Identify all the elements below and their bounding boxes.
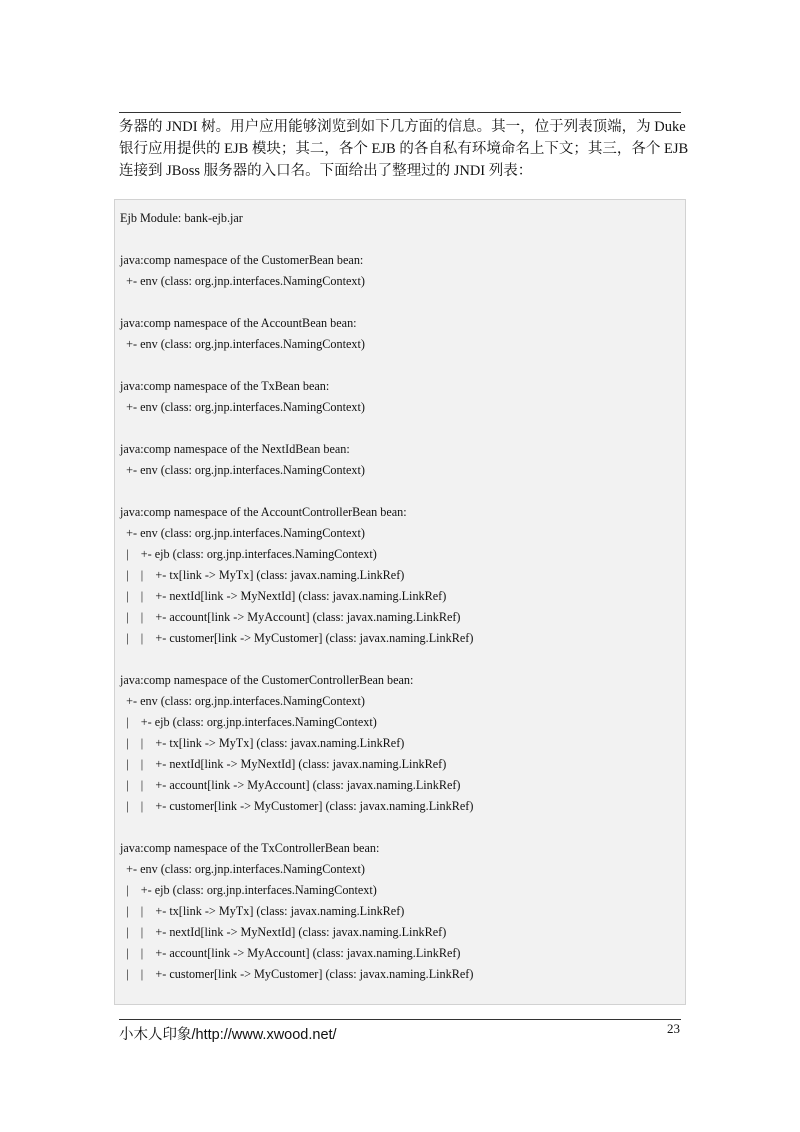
page-number: 23 (667, 1021, 680, 1036)
code-line: | | +- nextId[link -> MyNextId] (class: javax.naming.LinkRef) (120, 589, 447, 603)
code-line (120, 481, 473, 502)
code-line (120, 229, 473, 250)
code-line: +- env (class: org.jnp.interfaces.NamingContext) (120, 694, 365, 708)
jndi-listing (120, 208, 473, 985)
jndi-listing-box (114, 199, 686, 1005)
footer-rule (119, 1019, 681, 1020)
code-line: Ejb Module: bank-ejb.jar (120, 211, 243, 225)
code-line: java:comp namespace of the CustomerControllerBean bean: (120, 673, 414, 687)
code-line: +- env (class: org.jnp.interfaces.NamingContext) (120, 274, 365, 288)
code-line: java:comp namespace of the NextIdBean bean: (120, 442, 350, 456)
header-rule (119, 112, 681, 113)
code-line (120, 649, 473, 670)
footer-source: 小木人印象/http://www.xwood.net/ (119, 1027, 337, 1043)
code-line: | | +- account[link -> MyAccount] (class: javax.naming.LinkRef) (120, 778, 461, 792)
intro-paragraph (119, 116, 689, 182)
code-line: java:comp namespace of the TxControllerBean bean: (120, 841, 380, 855)
code-line: | | +- customer[link -> MyCustomer] (class: javax.naming.LinkRef) (120, 631, 474, 645)
code-line: +- env (class: org.jnp.interfaces.NamingContext) (120, 463, 365, 477)
intro-line: 银行应用提供的 EJB 模块；其二，各个 EJB 的各自私有环境命名上下文；其三，各个 EJB (119, 141, 689, 157)
code-line: +- env (class: org.jnp.interfaces.NamingContext) (120, 337, 365, 351)
code-line (120, 418, 473, 439)
code-line: | | +- tx[link -> MyTx] (class: javax.naming.LinkRef) (120, 736, 405, 750)
code-line: java:comp namespace of the AccountControllerBean bean: (120, 505, 407, 519)
code-line: java:comp namespace of the CustomerBean bean: (120, 253, 364, 267)
code-line: +- env (class: org.jnp.interfaces.NamingContext) (120, 862, 365, 876)
code-line: | +- ejb (class: org.jnp.interfaces.NamingContext) (120, 883, 377, 897)
intro-line: 连接到 JBoss 服务器的入口名。下面给出了整理过的 JNDI 列表： (119, 163, 533, 179)
intro-line: 务器的 JNDI 树。用户应用能够浏览到如下几方面的信息。其一，位于列表顶端，为 Duke (119, 119, 686, 135)
code-line: java:comp namespace of the AccountBean bean: (120, 316, 357, 330)
code-line (120, 292, 473, 313)
code-line (120, 355, 473, 376)
code-line: | | +- customer[link -> MyCustomer] (class: javax.naming.LinkRef) (120, 799, 474, 813)
code-line: | | +- tx[link -> MyTx] (class: javax.naming.LinkRef) (120, 568, 405, 582)
code-line: java:comp namespace of the TxBean bean: (120, 379, 330, 393)
code-line: | | +- account[link -> MyAccount] (class: javax.naming.LinkRef) (120, 610, 461, 624)
code-line (120, 817, 473, 838)
code-line: | | +- customer[link -> MyCustomer] (class: javax.naming.LinkRef) (120, 967, 474, 981)
code-line: +- env (class: org.jnp.interfaces.NamingContext) (120, 400, 365, 414)
code-line: | | +- tx[link -> MyTx] (class: javax.naming.LinkRef) (120, 904, 405, 918)
code-line: | | +- nextId[link -> MyNextId] (class: javax.naming.LinkRef) (120, 925, 447, 939)
code-line: | +- ejb (class: org.jnp.interfaces.NamingContext) (120, 547, 377, 561)
code-line: | | +- nextId[link -> MyNextId] (class: javax.naming.LinkRef) (120, 757, 447, 771)
code-line: +- env (class: org.jnp.interfaces.NamingContext) (120, 526, 365, 540)
code-line: | | +- account[link -> MyAccount] (class: javax.naming.LinkRef) (120, 946, 461, 960)
code-line: | +- ejb (class: org.jnp.interfaces.NamingContext) (120, 715, 377, 729)
